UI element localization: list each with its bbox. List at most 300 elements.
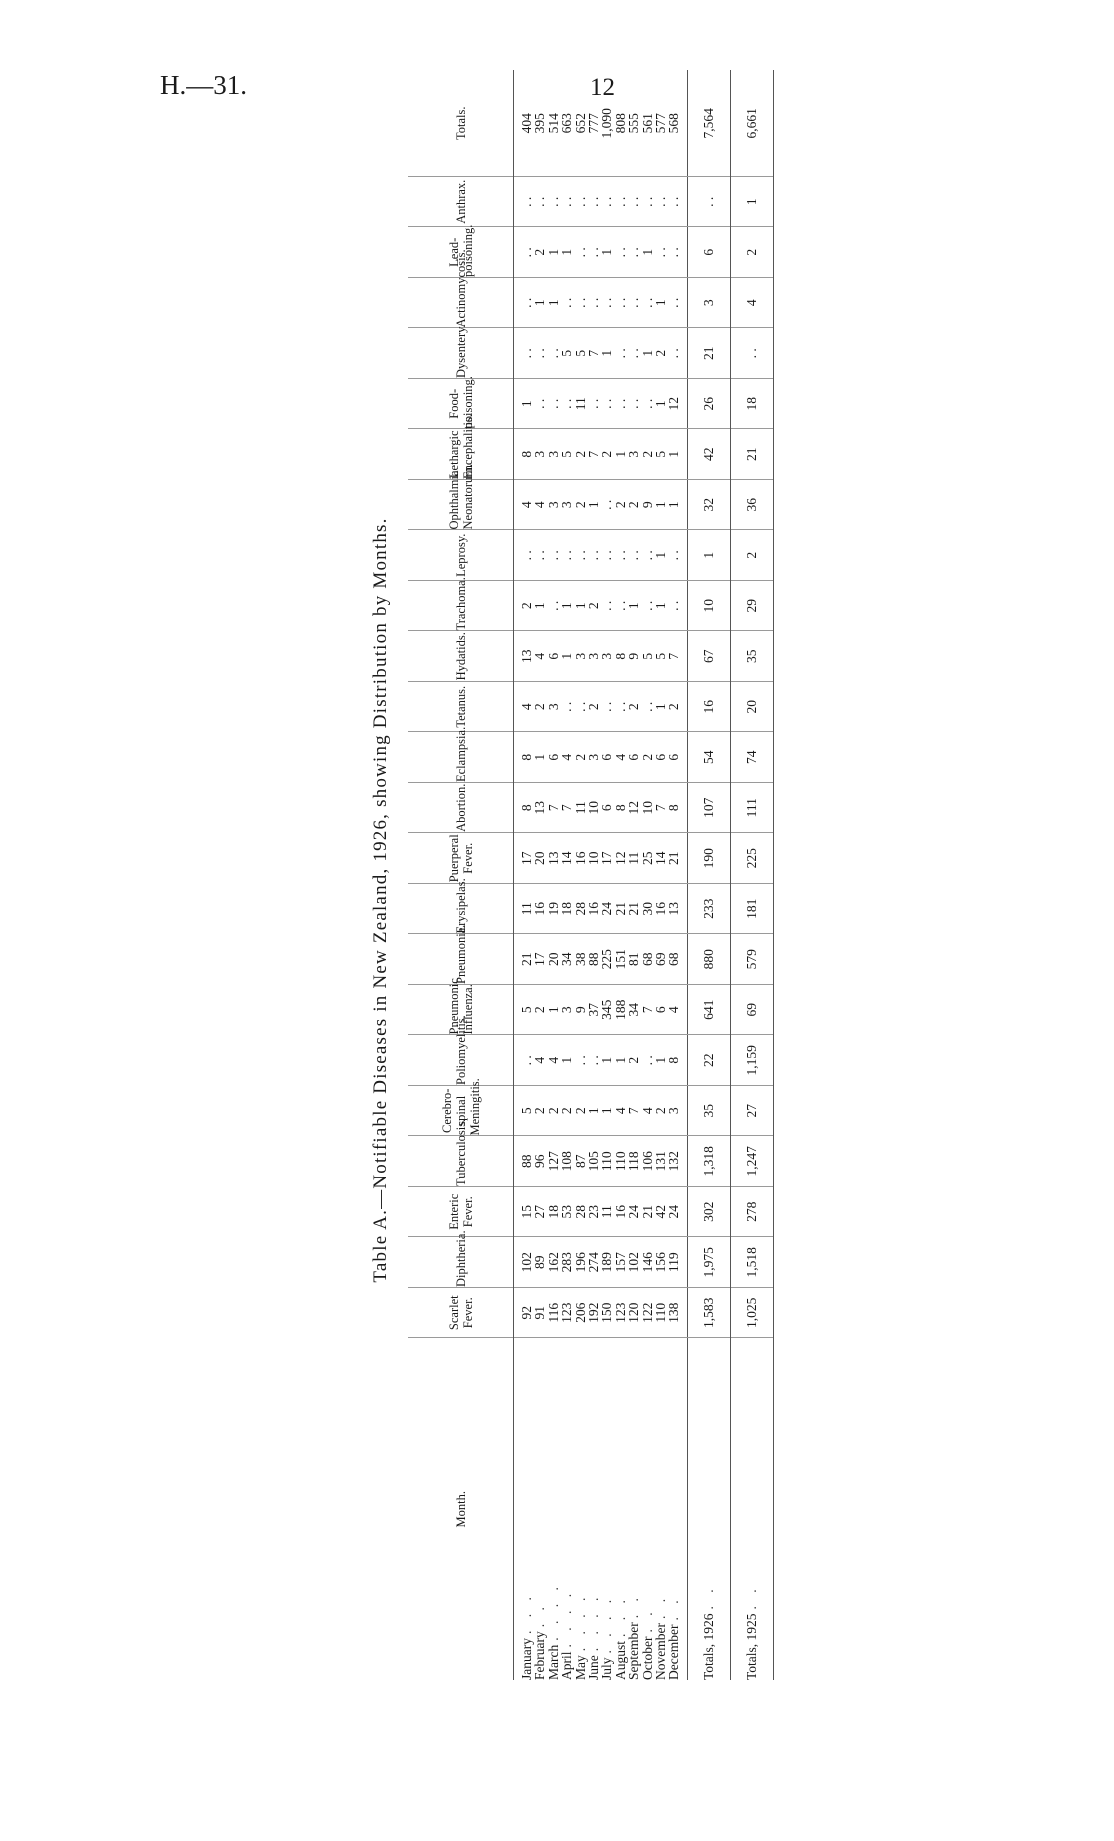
table-cell: . . xyxy=(641,581,654,632)
table-cell: . . xyxy=(627,177,640,228)
table-cell: 7 xyxy=(641,985,654,1036)
table-cell: 11 xyxy=(514,884,534,935)
table-cell: 4 xyxy=(514,682,534,733)
table-cell: 2 xyxy=(533,227,546,278)
row-label xyxy=(574,1338,587,1680)
table-cell: 35 xyxy=(687,1086,730,1137)
table-cell: 20 xyxy=(533,833,546,884)
table-cell: 16 xyxy=(687,682,730,733)
row-label xyxy=(730,1338,773,1680)
column-header: Puerperal Fever. xyxy=(408,833,514,884)
table-cell: . . xyxy=(587,278,600,329)
table-cell: 3 xyxy=(547,682,560,733)
table-cell: 12 xyxy=(667,379,687,430)
table-cell: 7 xyxy=(547,783,560,834)
table-cell: 18 xyxy=(547,1187,560,1238)
row-label xyxy=(587,1338,600,1680)
table-cell: . . xyxy=(514,1035,534,1086)
table-cell: 67 xyxy=(687,631,730,682)
rotated-table-block xyxy=(370,106,840,1680)
table-cell: 2 xyxy=(730,530,773,581)
table-cell: 13 xyxy=(547,833,560,884)
table-cell: 2 xyxy=(654,328,667,379)
row-label-text: January xyxy=(519,1638,534,1680)
table-cell: . . xyxy=(600,177,613,228)
table-cell: 1 xyxy=(614,429,627,480)
table-cell: 196 xyxy=(574,1237,587,1288)
table-cell: 577 xyxy=(654,71,667,177)
totals-1925-row xyxy=(730,71,773,1681)
table-cell: 8 xyxy=(614,631,627,682)
table-cell: . . xyxy=(667,227,687,278)
table-cell: 81 xyxy=(627,934,640,985)
table-cell: . . xyxy=(587,227,600,278)
table-cell: 2 xyxy=(641,429,654,480)
table-cell: 192 xyxy=(587,1288,600,1339)
table-cell: 131 xyxy=(654,1136,667,1187)
table-cell: . . xyxy=(574,1035,587,1086)
table-cell: 6 xyxy=(654,732,667,783)
row-label xyxy=(627,1338,640,1680)
table-cell: 96 xyxy=(533,1136,546,1187)
table-cell: 2 xyxy=(600,429,613,480)
table-cell: . . xyxy=(641,1035,654,1086)
table-cell: 1 xyxy=(587,480,600,531)
table-cell: . . xyxy=(587,379,600,430)
table-cell: 1 xyxy=(514,379,534,430)
table-cell: 181 xyxy=(730,884,773,935)
table-cell: 8 xyxy=(667,783,687,834)
table-cell: 11 xyxy=(600,1187,613,1238)
table-cell: 68 xyxy=(667,934,687,985)
row-label-text: November xyxy=(653,1623,669,1680)
table-row xyxy=(533,71,546,1681)
table-cell: 2 xyxy=(587,581,600,632)
table-cell: 24 xyxy=(667,1187,687,1238)
table-cell: 302 xyxy=(687,1187,730,1238)
table-cell: 13 xyxy=(667,884,687,935)
column-header: Leprosy. xyxy=(408,530,514,581)
table-row xyxy=(627,71,640,1681)
row-label-text: September xyxy=(626,1622,642,1680)
column-header: Eclampsia. xyxy=(408,732,514,783)
table-cell: 13 xyxy=(514,631,534,682)
table-cell: . . xyxy=(667,278,687,329)
table-cell: . . xyxy=(614,177,627,228)
table-cell: 34 xyxy=(560,934,573,985)
table-cell: 10 xyxy=(641,783,654,834)
table-cell: 151 xyxy=(614,934,627,985)
table-cell: 1 xyxy=(627,581,640,632)
table-cell: 2 xyxy=(730,227,773,278)
table-cell: 21 xyxy=(730,429,773,480)
table-cell: 4 xyxy=(514,480,534,531)
table-cell: . . xyxy=(574,227,587,278)
table-cell: . . xyxy=(560,177,573,228)
table-cell: . . xyxy=(600,379,613,430)
table-cell: . . xyxy=(587,530,600,581)
table-cell: 5 xyxy=(560,429,573,480)
table-cell: 17 xyxy=(600,833,613,884)
table-cell: 1 xyxy=(654,480,667,531)
table-cell: 20 xyxy=(547,934,560,985)
table-cell: . . xyxy=(514,177,534,228)
table-cell: 1 xyxy=(687,530,730,581)
table-cell: . . xyxy=(654,177,667,228)
table-cell: 2 xyxy=(533,1086,546,1137)
table-cell: . . xyxy=(641,379,654,430)
table-cell: 3 xyxy=(587,732,600,783)
table-cell: 20 xyxy=(730,682,773,733)
column-header: Erysipelas. xyxy=(408,884,514,935)
table-cell: . . xyxy=(614,379,627,430)
table-cell: 2 xyxy=(641,732,654,783)
table-cell: 12 xyxy=(627,783,640,834)
table-cell: 1 xyxy=(667,429,687,480)
table-cell: 1 xyxy=(641,227,654,278)
table-header-row xyxy=(408,71,514,1681)
table-cell: 555 xyxy=(627,71,640,177)
table-cell: 91 xyxy=(533,1288,546,1339)
row-label xyxy=(600,1338,613,1680)
table-cell: 1,159 xyxy=(730,1035,773,1086)
table-cell: 88 xyxy=(587,934,600,985)
row-label-text: April xyxy=(559,1651,575,1680)
table-cell: 225 xyxy=(730,833,773,884)
table-cell: 37 xyxy=(587,985,600,1036)
table-cell: 16 xyxy=(533,884,546,935)
column-header: Anthrax. xyxy=(408,177,514,228)
table-cell: 4 xyxy=(533,631,546,682)
table-cell: 8 xyxy=(514,783,534,834)
table-cell: 233 xyxy=(687,884,730,935)
table-cell: 1 xyxy=(614,1035,627,1086)
table-cell: 579 xyxy=(730,934,773,985)
table-cell: 21 xyxy=(641,1187,654,1238)
table-cell: 21 xyxy=(514,934,534,985)
table-cell: 4 xyxy=(533,480,546,531)
table-cell: 5 xyxy=(514,985,534,1036)
table-cell: . . xyxy=(514,278,534,329)
column-header: Pneumonia. xyxy=(408,934,514,985)
table-cell: 274 xyxy=(587,1237,600,1288)
table-cell: 2 xyxy=(627,682,640,733)
table-cell: 188 xyxy=(614,985,627,1036)
table-cell: 3 xyxy=(667,1086,687,1137)
table-cell: 4 xyxy=(560,732,573,783)
table-cell: 283 xyxy=(560,1237,573,1288)
table-cell: 18 xyxy=(730,379,773,430)
table-cell: 25 xyxy=(641,833,654,884)
table-cell: 27 xyxy=(533,1187,546,1238)
table-cell: 1 xyxy=(654,278,667,329)
table-cell: 206 xyxy=(574,1288,587,1339)
table-cell: 225 xyxy=(600,934,613,985)
table-cell: . . xyxy=(547,379,560,430)
table-cell: . . xyxy=(614,227,627,278)
row-label-text: August xyxy=(612,1640,628,1680)
table-cell: . . xyxy=(533,530,546,581)
table-cell: 146 xyxy=(641,1237,654,1288)
table-cell: 808 xyxy=(614,71,627,177)
table-cell: 8 xyxy=(514,732,534,783)
table-cell: 28 xyxy=(574,884,587,935)
table-cell: 69 xyxy=(654,934,667,985)
column-header: Cerebro-spinal Meningitis. xyxy=(408,1086,514,1137)
table-cell: . . xyxy=(574,177,587,228)
table-cell: . . xyxy=(560,682,573,733)
table-cell: 150 xyxy=(600,1288,613,1339)
table-cell: 156 xyxy=(654,1237,667,1288)
leader-dots: . . . . xyxy=(545,1582,561,1641)
table-cell: 9 xyxy=(641,480,654,531)
table-cell: 3 xyxy=(627,429,640,480)
table-cell: . . xyxy=(730,328,773,379)
table-cell: 10 xyxy=(587,833,600,884)
table-cell: 6,661 xyxy=(730,71,773,177)
table-cell: . . xyxy=(547,581,560,632)
table-cell: 11 xyxy=(627,833,640,884)
table-cell: 1 xyxy=(667,480,687,531)
table-cell: 1 xyxy=(730,177,773,228)
table-cell: 69 xyxy=(730,985,773,1036)
table-cell: . . xyxy=(560,530,573,581)
table-cell: 14 xyxy=(560,833,573,884)
table-cell: 36 xyxy=(730,480,773,531)
column-header: Pneumonic Influenza. xyxy=(408,985,514,1036)
table-cell: 8 xyxy=(667,1035,687,1086)
table-row xyxy=(574,71,587,1681)
table-cell: 3 xyxy=(547,480,560,531)
table-cell: . . xyxy=(574,278,587,329)
table-cell: 26 xyxy=(687,379,730,430)
table-cell: . . xyxy=(667,581,687,632)
column-header: Abortion. xyxy=(408,783,514,834)
table-cell: . . xyxy=(654,227,667,278)
table-cell: . . xyxy=(600,530,613,581)
table-cell: 3 xyxy=(574,631,587,682)
table-cell: 1 xyxy=(547,227,560,278)
table-cell: 5 xyxy=(654,429,667,480)
table-cell: 1 xyxy=(600,1086,613,1137)
table-cell: 2 xyxy=(574,480,587,531)
table-cell: 14 xyxy=(654,833,667,884)
table-cell: 6 xyxy=(600,783,613,834)
table-cell: . . xyxy=(514,530,534,581)
table-cell: 1 xyxy=(654,682,667,733)
table-cell: 395 xyxy=(533,71,546,177)
table-cell: . . xyxy=(614,682,627,733)
row-label-text: March xyxy=(545,1644,561,1680)
table-cell: . . xyxy=(627,328,640,379)
table-cell: 5 xyxy=(574,328,587,379)
table-cell: 157 xyxy=(614,1237,627,1288)
table-cell: 11 xyxy=(574,783,587,834)
table-cell: 2 xyxy=(574,1086,587,1137)
table-cell: 1 xyxy=(547,985,560,1036)
leader-dots: . . . xyxy=(519,1592,534,1635)
column-header: Hydatids. xyxy=(408,631,514,682)
row-label-text: October xyxy=(639,1636,655,1680)
table-cell: 17 xyxy=(533,934,546,985)
table-cell: 42 xyxy=(687,429,730,480)
table-cell: 7 xyxy=(667,631,687,682)
table-cell: 38 xyxy=(574,934,587,985)
table-cell: 1 xyxy=(560,227,573,278)
table-cell: 189 xyxy=(600,1237,613,1288)
table-row xyxy=(547,71,560,1681)
table-cell: . . xyxy=(574,530,587,581)
totals-1926-row xyxy=(687,71,730,1681)
table-cell: 30 xyxy=(641,884,654,935)
table-cell: 88 xyxy=(514,1136,534,1187)
table-cell: 2 xyxy=(667,682,687,733)
leader-dots: . . xyxy=(700,1584,716,1610)
table-cell: 1 xyxy=(560,581,573,632)
column-header: Lead-poisoning. xyxy=(408,227,514,278)
table-cell: 3 xyxy=(547,429,560,480)
column-header: Scarlet Fever. xyxy=(408,1288,514,1339)
table-cell: . . xyxy=(600,682,613,733)
table-cell: 53 xyxy=(560,1187,573,1238)
column-header: Tuberculosis. xyxy=(408,1136,514,1187)
row-label xyxy=(560,1338,573,1680)
table-cell: 1,318 xyxy=(687,1136,730,1187)
table-cell: 7 xyxy=(587,328,600,379)
table-cell: 1 xyxy=(533,581,546,632)
table-cell: 9 xyxy=(574,985,587,1036)
table-cell: . . xyxy=(641,530,654,581)
table-cell: 27 xyxy=(730,1086,773,1137)
month-column-header: Month. xyxy=(408,1338,514,1680)
column-header: Lethargic Encephalitis. xyxy=(408,429,514,480)
table-cell: . . xyxy=(641,177,654,228)
table-cell: 15 xyxy=(514,1187,534,1238)
table-cell: 111 xyxy=(730,783,773,834)
row-label xyxy=(547,1338,560,1680)
table-cell: . . xyxy=(600,581,613,632)
row-label xyxy=(641,1338,654,1680)
row-label-text: May xyxy=(572,1655,588,1680)
table-row xyxy=(654,71,667,1681)
table-cell: 2 xyxy=(574,732,587,783)
table-cell: 2 xyxy=(533,682,546,733)
column-header: Diphtheria. xyxy=(408,1237,514,1288)
table-cell: 4 xyxy=(667,985,687,1036)
column-header: Enteric Fever. xyxy=(408,1187,514,1238)
table-cell: 7 xyxy=(627,1086,640,1137)
table-cell: 68 xyxy=(641,934,654,985)
table-cell: 7,564 xyxy=(687,71,730,177)
table-cell: 9 xyxy=(627,631,640,682)
table-cell: . . xyxy=(533,177,546,228)
table-cell: 92 xyxy=(514,1288,534,1339)
table-cell: 110 xyxy=(614,1136,627,1187)
table-cell: 8 xyxy=(514,429,534,480)
table-cell: 1 xyxy=(560,631,573,682)
table-cell: 89 xyxy=(533,1237,546,1288)
table-cell: 7 xyxy=(560,783,573,834)
table-cell: 1,975 xyxy=(687,1237,730,1288)
table-row xyxy=(641,71,654,1681)
table-row xyxy=(600,71,613,1681)
table-cell: 16 xyxy=(654,884,667,935)
page-number: 12 xyxy=(590,74,615,101)
table-cell: 2 xyxy=(533,985,546,1036)
table-cell: 1,090 xyxy=(600,71,613,177)
table-cell: 2 xyxy=(514,581,534,632)
table-cell: 1 xyxy=(587,1086,600,1137)
table-title: Table A.—Notifiable Diseases in New Zealand, 1926, showing Distribution by Months. xyxy=(370,517,391,1283)
column-header: Actinomycosis. xyxy=(408,278,514,329)
table-cell: 1 xyxy=(654,379,667,430)
leader-dots: . . . . xyxy=(559,1588,575,1648)
table-cell: 108 xyxy=(560,1136,573,1187)
table-cell: . . xyxy=(547,328,560,379)
table-cell: 1 xyxy=(600,1035,613,1086)
table-cell: 1,025 xyxy=(730,1288,773,1339)
leader-dots: . . . . xyxy=(599,1594,615,1654)
table-cell: 568 xyxy=(667,71,687,177)
table-cell: 24 xyxy=(627,1187,640,1238)
table-cell: 110 xyxy=(600,1136,613,1187)
table-cell: . . xyxy=(667,177,687,228)
leader-dots: . . xyxy=(639,1607,655,1633)
leader-dots: . . xyxy=(532,1602,548,1628)
column-header: Tetanus. xyxy=(408,682,514,733)
table-cell: . . xyxy=(614,581,627,632)
column-header: Dysentery. xyxy=(408,328,514,379)
table-row xyxy=(587,71,600,1681)
column-header: Poliomyelitis. xyxy=(408,1035,514,1086)
table-cell: 10 xyxy=(587,783,600,834)
table-cell: 1 xyxy=(654,530,667,581)
table-cell: 35 xyxy=(730,631,773,682)
table-cell: 102 xyxy=(627,1237,640,1288)
table-cell: 1 xyxy=(533,278,546,329)
table-cell: . . xyxy=(667,328,687,379)
table-cell: . . xyxy=(687,177,730,228)
table-cell: 278 xyxy=(730,1187,773,1238)
table-cell: 13 xyxy=(533,783,546,834)
leader-dots: . . xyxy=(653,1593,669,1620)
table-cell: . . xyxy=(547,177,560,228)
table-cell: 6 xyxy=(667,732,687,783)
table-cell: 3 xyxy=(533,429,546,480)
table-cell: 641 xyxy=(687,985,730,1036)
table-cell: 2 xyxy=(574,429,587,480)
table-cell: . . xyxy=(533,328,546,379)
table-cell: . . xyxy=(627,530,640,581)
document-reference: H.—31. xyxy=(160,70,247,100)
table-cell: 2 xyxy=(654,1086,667,1137)
notifiable-diseases-table xyxy=(408,71,774,1681)
table-cell: 28 xyxy=(574,1187,587,1238)
row-label xyxy=(614,1338,627,1680)
table-cell: . . xyxy=(614,530,627,581)
table-cell: 123 xyxy=(614,1288,627,1339)
table-cell: 10 xyxy=(687,581,730,632)
column-header: Food-poisoning. xyxy=(408,379,514,430)
table-cell: 21 xyxy=(687,328,730,379)
table-cell: 345 xyxy=(600,985,613,1036)
table-cell: . . xyxy=(514,328,534,379)
table-cell: 162 xyxy=(547,1237,560,1288)
table-cell: 4 xyxy=(641,1086,654,1137)
leader-dots: . . . . xyxy=(586,1592,602,1652)
table-cell: 1,247 xyxy=(730,1136,773,1187)
table-cell: . . xyxy=(600,480,613,531)
